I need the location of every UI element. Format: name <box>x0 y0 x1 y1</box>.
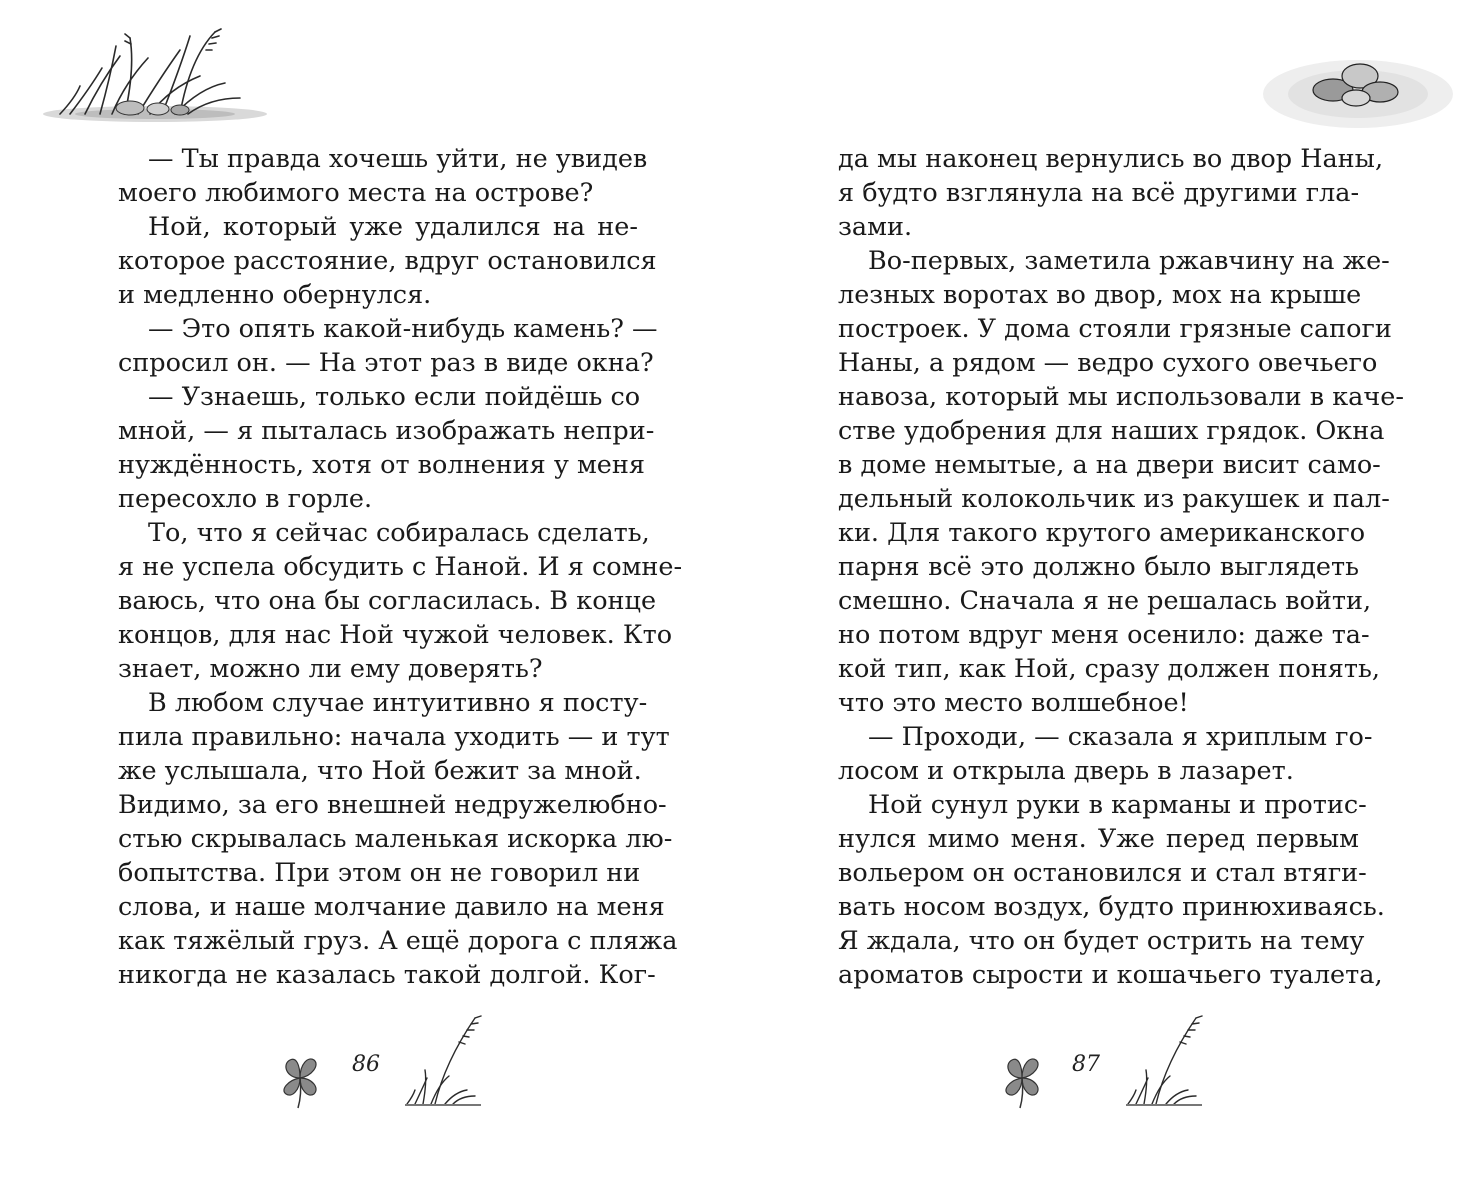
page-number: 86 <box>352 1052 380 1077</box>
text-line: Наны, а рядом — ведро сухого овечьего <box>838 348 1378 378</box>
right-page <box>738 0 1477 1182</box>
text-line: навоза, который мы использовали в каче- <box>838 382 1404 412</box>
text-line: нуждённость, хотя от волнения у меня <box>118 450 645 480</box>
text-line: что это место волшебное! <box>838 688 1189 718</box>
text-line: построек. У дома стояли грязные сапоги <box>838 314 1392 344</box>
text-line: вольером он остановился и стал втяги- <box>838 858 1367 888</box>
pebbles-header-icon <box>1258 42 1458 132</box>
text-line: но потом вдруг меня осенило: даже та- <box>838 620 1370 650</box>
left-page <box>0 0 738 1182</box>
text-line: моего любимого места на острове? <box>118 178 594 208</box>
text-line: Видимо, за его внешней недружелюбно- <box>118 790 667 820</box>
text-line: Я ждала, что он будет острить на тему <box>838 926 1365 956</box>
text-line: знает, можно ли ему доверять? <box>118 654 543 684</box>
text-line: ароматов сырости и кошачьего туалета, <box>838 960 1383 990</box>
text-line: слова, и наше молчание давило на меня <box>118 892 665 922</box>
text-line: ваюсь, что она бы согласилась. В конце <box>118 586 657 616</box>
text-line: да мы наконец вернулись во двор Наны, <box>838 144 1384 174</box>
text-line: дельный колокольчик из ракушек и пал- <box>838 484 1390 514</box>
text-line: лезных воротах во двор, мох на крыше <box>838 280 1362 310</box>
page-number: 87 <box>1072 1052 1100 1077</box>
text-line: — Проходи, — сказала я хриплым го- <box>868 722 1373 752</box>
text-line: В любом случае интуитивно я посту- <box>148 688 648 718</box>
text-line: же услышала, что Ной бежит за мной. <box>118 756 642 786</box>
text-line: я не успела обсудить с Наной. И я сомне- <box>118 552 683 582</box>
text-line: пила правильно: начала уходить — и тут <box>118 722 670 752</box>
text-line: которое расстояние, вдруг остановился <box>118 246 657 276</box>
text-line: и медленно обернулся. <box>118 280 432 310</box>
right-page-text <box>838 142 1404 992</box>
text-line: вать носом воздух, будто принюхиваясь. <box>838 892 1385 922</box>
text-line: Во-первых, заметила ржавчину на же- <box>868 246 1390 276</box>
text-line: кой тип, как Ной, сразу должен понять, <box>838 654 1380 684</box>
text-line: — Ты правда хочешь уйти, не увидев <box>148 144 648 174</box>
text-line: концов, для нас Ной чужой человек. Кто <box>118 620 673 650</box>
text-line: стью скрывалась маленькая искорка лю- <box>118 824 673 854</box>
text-line: Ной сунул руки в карманы и протис- <box>868 790 1367 820</box>
text-line: — Это опять какой-нибудь камень? — <box>148 314 658 344</box>
text-line: парня всё это должно было выглядеть <box>838 552 1359 582</box>
text-line: я будто взглянула на всё другими гла- <box>838 178 1360 208</box>
text-line: спросил он. — На этот раз в виде окна? <box>118 348 654 378</box>
text-line: зами. <box>838 212 913 242</box>
text-line: как тяжёлый груз. А ещё дорога с пляжа <box>118 926 678 956</box>
text-line: То, что я сейчас собиралась сделать, <box>148 518 650 548</box>
grass-sprig-icon <box>405 1012 485 1112</box>
text-line: Ной, который уже удалился на не- <box>148 212 638 242</box>
grass-sprig-icon <box>1126 1012 1206 1112</box>
text-line: в доме немытые, а на двери висит само- <box>838 450 1381 480</box>
text-line: никогда не казалась такой долгой. Ког- <box>118 960 656 990</box>
grass-tuft-header-icon <box>30 28 280 128</box>
text-line: стве удобрения для наших грядок. Окна <box>838 416 1385 446</box>
text-line: бопытства. При этом он не говорил ни <box>118 858 641 888</box>
text-line: мной, — я пыталась изображать непри- <box>118 416 655 446</box>
text-line: лосом и открыла дверь в лазарет. <box>838 756 1294 786</box>
left-page-text <box>118 142 683 992</box>
text-line: — Узнаешь, только если пойдёшь со <box>148 382 641 412</box>
text-line: ки. Для такого крутого американского <box>838 518 1366 548</box>
text-line: смешно. Сначала я не решалась войти, <box>838 586 1372 616</box>
clover-icon <box>994 1050 1050 1110</box>
text-line: пересохло в горле. <box>118 484 373 514</box>
clover-icon <box>272 1050 328 1110</box>
text-line: нулся мимо меня. Уже перед первым <box>838 824 1359 854</box>
